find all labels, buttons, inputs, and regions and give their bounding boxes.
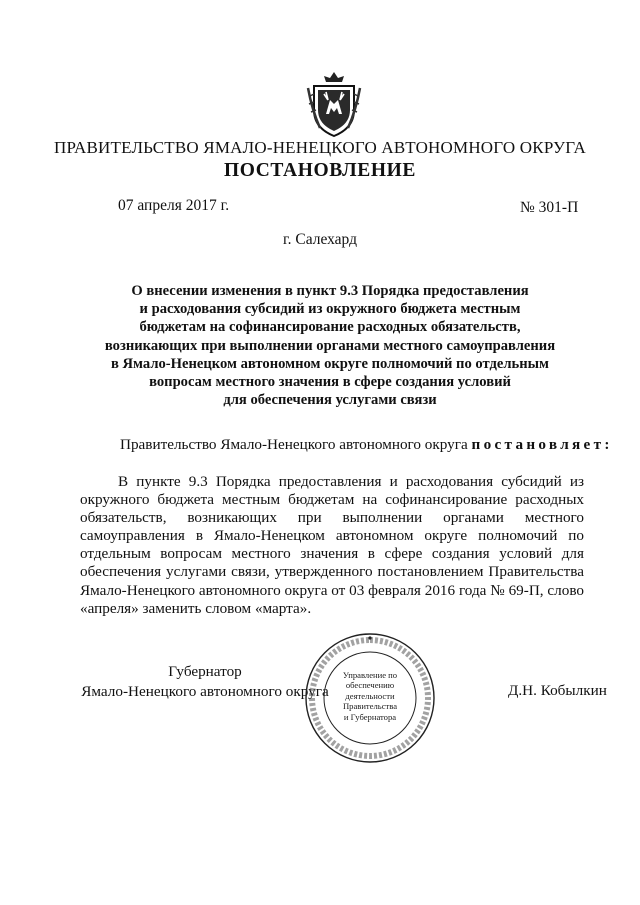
title-line: возникающих при выполнении органами местного самоуправления — [104, 337, 556, 354]
title-line: бюджетам на софинансирование расходных обязательств, — [139, 319, 521, 336]
stamp-line: и Губернатора — [343, 711, 397, 722]
stamp-line: Управление по — [342, 670, 398, 680]
title-line: вопросам местного значения в сфере создания условий — [149, 374, 511, 391]
preamble — [120, 436, 613, 454]
title-line: в Ямало-Ненецком автономном округе полномочий по отдельным — [110, 355, 550, 372]
document-number: № 301-П — [520, 199, 579, 216]
signer-title — [80, 662, 330, 701]
signer-title-line: Ямало-Ненецкого автономного округа — [81, 682, 329, 700]
document-type: ПОСТАНОВЛЕНИЕ — [223, 160, 417, 181]
title-line: и расходования субсидий из окружного бюджета местным — [139, 301, 521, 318]
document-date: 07 апреля 2017 г. — [118, 197, 230, 214]
stamp-line: обеспечению — [345, 680, 395, 691]
body-paragraph: В пункте 9.3 Порядка предоставления и расходования субсидий из окружного бюджета местным бюджетам на софинансирование расходных обязательств, возникающих при выполнении органами местного самоуправления в Ямало-Ненецком автономном округе полномочий по отдельным вопросам местного значения в сфере создания условий для обеспечения услугами связи, утвержденного постановлением Правительства Ямало-Ненецкого автономного округа от 03 февраля 2016 года № 69-П, слово «апреля» заменить словом «марта». — [80, 473, 584, 617]
document-title — [100, 282, 560, 409]
coat-of-arms-emblem — [306, 70, 362, 140]
stamp-line: деятельности — [345, 690, 395, 701]
preamble-verb: постановляет: — [471, 436, 613, 453]
title-line: для обеспечения услугами связи — [223, 392, 437, 409]
stamp-line: Правительства — [342, 701, 398, 712]
title-line: О внесении изменения в пункт 9.3 Порядка предоставления — [131, 283, 529, 299]
organization-name: ПРАВИТЕЛЬСТВО ЯМАЛО-НЕНЕЦКОГО АВТОНОМНОГО ОКРУГА — [54, 138, 586, 157]
document-city: г. Салехард — [283, 231, 357, 248]
signer-title-line: Губернатор — [168, 663, 242, 680]
preamble-text: Правительство Ямало-Ненецкого автономного округа — [120, 436, 472, 453]
signer-name: Д.Н. Кобылкин — [508, 682, 607, 699]
stamp-text — [334, 670, 406, 722]
